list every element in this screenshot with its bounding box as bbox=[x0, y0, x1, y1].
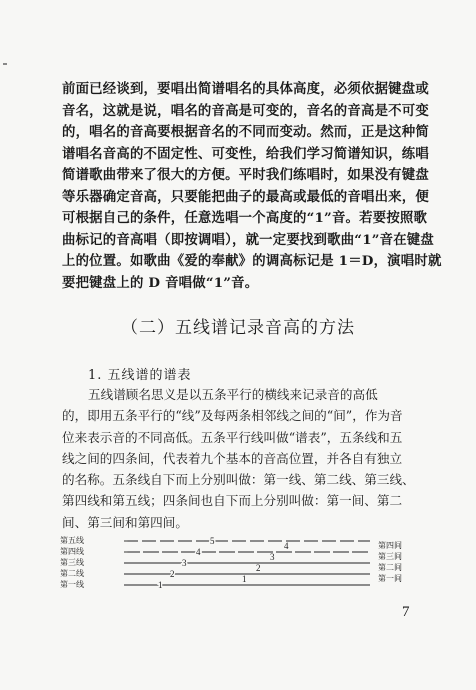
line-label: 第一线 bbox=[60, 580, 84, 589]
text-line: 的，即用五条平行的“线”及每两条相邻线之间的“间”，作为音 bbox=[62, 408, 403, 424]
space-number: 3 bbox=[270, 552, 275, 562]
text-line: 前面已经谈到，要唱出简谱唱名的具体高度，必须依据键盘或 bbox=[62, 81, 429, 97]
space-label: 第二间 bbox=[378, 563, 402, 572]
text-line: 可根据自己的条件，任意选唱一个高度的“1”音。若要按照歌 bbox=[62, 210, 428, 226]
text-line: 第四线和第五线；四条间也自下而上分别叫做：第一间、第二 bbox=[62, 493, 403, 509]
scan-mark bbox=[3, 63, 7, 65]
staff-lines bbox=[60, 533, 430, 595]
line-number: 1 bbox=[158, 580, 163, 590]
line-label: 第四线 bbox=[60, 547, 84, 556]
text-line: 间、第三间和第四间。 bbox=[62, 514, 188, 530]
text-line: 五线谱顾名思义是以五条平行的横线来记录音的高低 bbox=[88, 387, 378, 402]
line-label: 第三线 bbox=[60, 558, 84, 567]
text-line: 曲标记的音高唱（即按调唱），就一定要找到歌曲“1”音在键盘 bbox=[62, 231, 434, 248]
space-label: 第四间 bbox=[378, 541, 402, 550]
space-number: 4 bbox=[284, 541, 289, 551]
space-label: 第一间 bbox=[378, 574, 402, 583]
line-number: 3 bbox=[182, 558, 187, 568]
space-number: 2 bbox=[256, 563, 261, 573]
text-line: 上的位置。如歌曲《爱的奉献》的调高标记是 1＝D，演唱时就 bbox=[62, 253, 442, 269]
space-number: 1 bbox=[242, 574, 247, 584]
page-number: 7 bbox=[402, 604, 410, 620]
space-label: 第三间 bbox=[378, 552, 402, 561]
text-line: 谱唱名音高的不固定性、可变性，给我们学习简谱知识，练唱 bbox=[62, 145, 429, 162]
text-line: 简谱歌曲带来了很大的方便。平时我们练唱时，如果没有键盘 bbox=[62, 167, 429, 183]
text-line: 音名，这就是说，唱名的音高是可变的，音名的音高是不可变 bbox=[62, 102, 429, 119]
staff-paragraph bbox=[62, 384, 424, 533]
section-title: （二）五线谱记录音高的方法 bbox=[121, 318, 355, 338]
text-line: 线之间的四条间，代表着九个基本的音高位置，并各自有独立 bbox=[62, 450, 403, 466]
line-number: 4 bbox=[196, 547, 201, 557]
intro-paragraph bbox=[62, 79, 442, 294]
staff-diagram bbox=[60, 533, 430, 595]
text-line: 等乐器确定音高，只要能把曲子的最高或最低的音唱出来，便 bbox=[62, 188, 429, 205]
line-label: 第五线 bbox=[60, 536, 84, 545]
line-number: 2 bbox=[170, 569, 175, 579]
text-line: 的，唱名的音高要根据音名的不同而变动。然而，正是这种简 bbox=[62, 124, 429, 140]
line-label: 第二线 bbox=[60, 569, 84, 578]
text-line: 要把键盘上的 D 音唱做“1”音。 bbox=[62, 274, 259, 291]
line-number: 5 bbox=[210, 536, 215, 546]
subheading: 1. 五线谱的谱表 bbox=[88, 368, 192, 383]
text-line: 的名称。五条线自下而上分别叫做：第一线、第二线、第三线、 bbox=[62, 472, 415, 488]
text-line: 位来表示音的不同高低。五条平行线叫做“谱表”，五条线和五 bbox=[62, 429, 403, 445]
